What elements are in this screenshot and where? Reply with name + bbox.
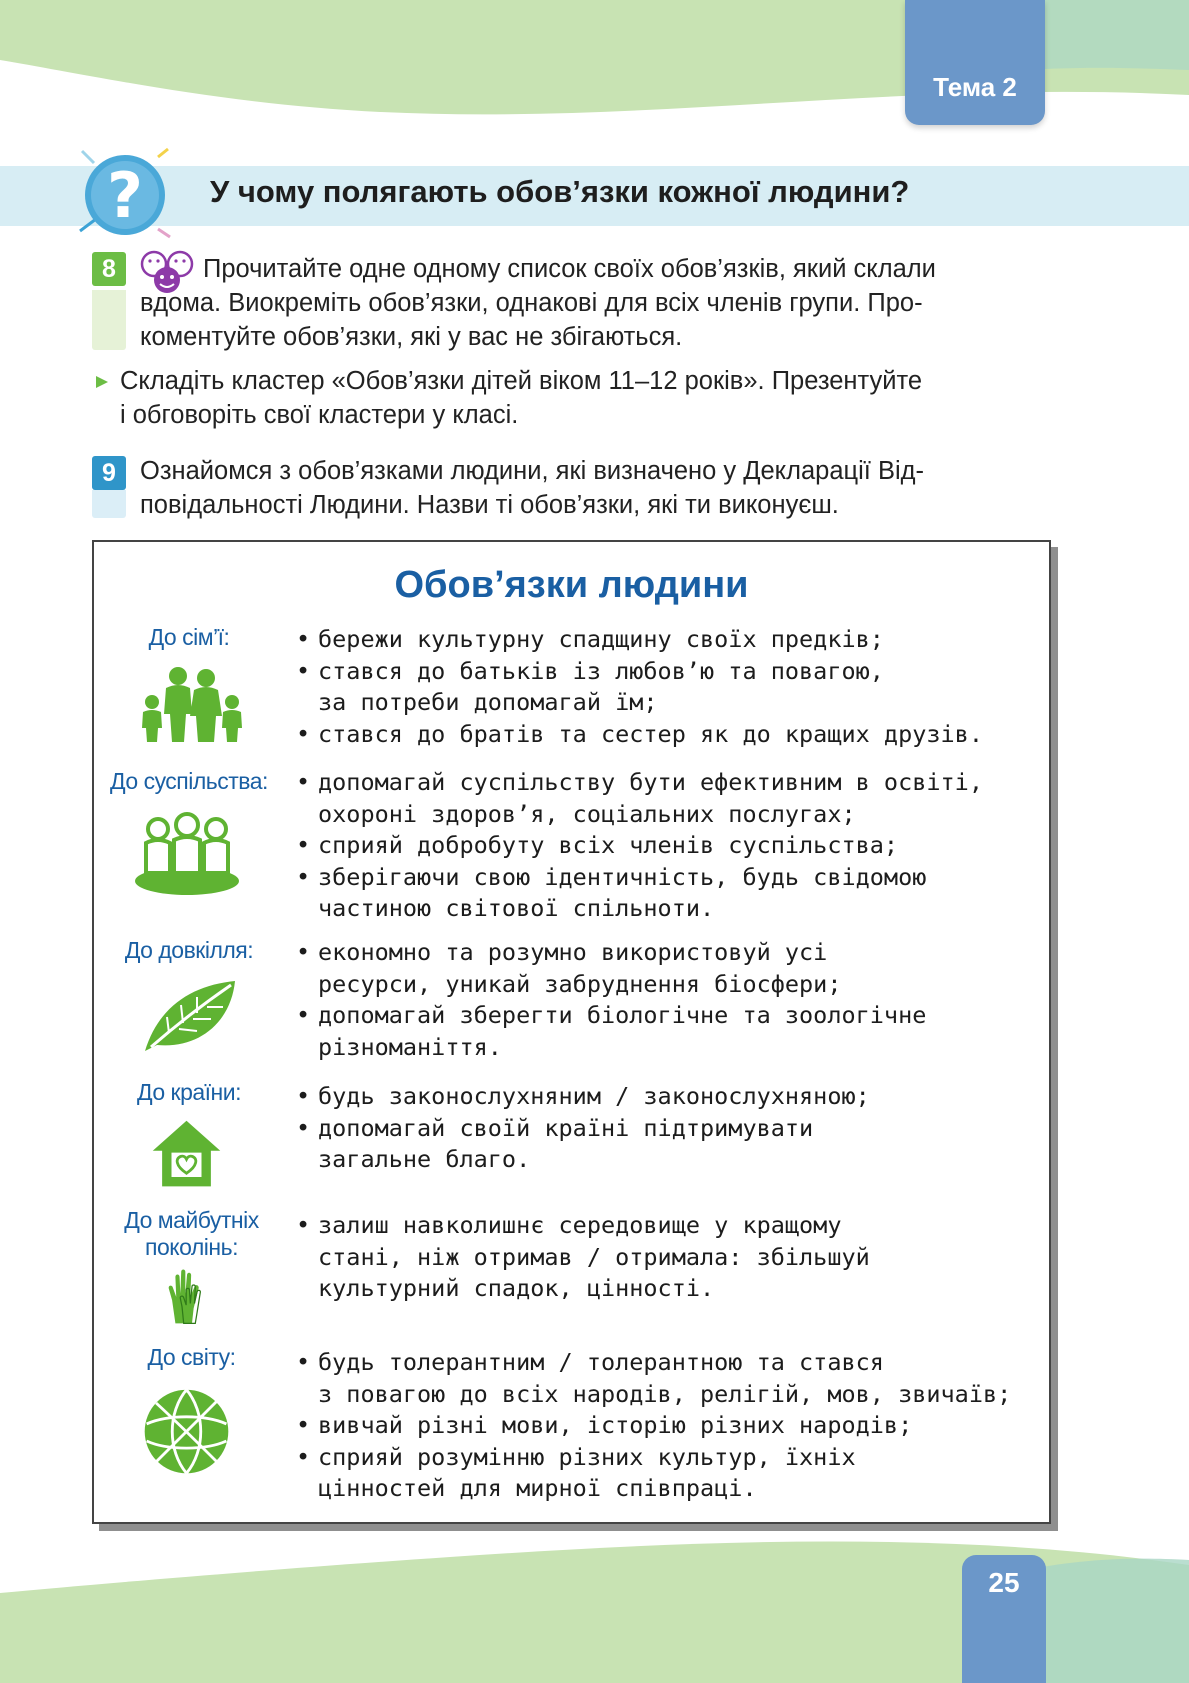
question-title: У чому полягають обов’язки кожної людини? bbox=[210, 174, 910, 209]
house-heart-icon bbox=[149, 1117, 224, 1192]
duty-item: • стався до батьків із любов’ю та повагою, за потреби допомагай їм; bbox=[294, 656, 1039, 719]
duties-box bbox=[92, 540, 1051, 1524]
category-society-duties bbox=[294, 767, 1039, 925]
category-family-label: До сім’ї: bbox=[148, 624, 230, 650]
task-8-line-3: коментуйте обов’язки, які у вас не збігаються. bbox=[140, 323, 683, 351]
page-number-tab bbox=[962, 1555, 1046, 1683]
community-icon bbox=[132, 807, 242, 897]
duty-item: • зберігаючи свою ідентичність, будь свідомою частиною світової спільноти. bbox=[294, 862, 1039, 925]
duty-item: • будь толерантним / толерантною та стався з повагою до всіх народів, релігій, мов, звичаїв; bbox=[294, 1347, 1039, 1410]
category-world-label: До світу: bbox=[147, 1344, 236, 1370]
question-mark-icon bbox=[70, 145, 180, 245]
duty-item: • бережи культурну спадщину своїх предків; bbox=[294, 624, 1039, 656]
duties-title: Обов’язки людини bbox=[394, 564, 749, 606]
hands-icon bbox=[162, 1267, 212, 1325]
duty-item: • економно та розумно використовуй усі ресурси, уникай забруднення біосфери; bbox=[294, 937, 1039, 1000]
duty-item: • допомагай суспільству бути ефективним в освіті, охороні здоров’я, соціальних послугах; bbox=[294, 767, 1039, 830]
task-8-badge-tail bbox=[92, 290, 126, 350]
task-8-text bbox=[140, 252, 1050, 354]
topic-label: Тема 2 bbox=[933, 72, 1017, 102]
duty-item: • сприяй добробуту всіх членів суспільства; bbox=[294, 830, 1039, 862]
topic-tab bbox=[905, 0, 1045, 125]
category-world-duties bbox=[294, 1347, 1039, 1505]
category-environment-label: До довкілля: bbox=[124, 937, 254, 963]
family-icon bbox=[136, 664, 246, 744]
duty-item: • вивчай різні мови, історію різних народів; bbox=[294, 1410, 1039, 1442]
task-9-text bbox=[140, 454, 1050, 522]
triangle-bullet-icon bbox=[94, 374, 110, 390]
category-country-label: До країни: bbox=[137, 1079, 241, 1105]
page-number: 25 bbox=[988, 1567, 1020, 1598]
svg-text:?: ? bbox=[107, 159, 143, 232]
duty-item: • стався до братів та сестер як до кращих друзів. bbox=[294, 719, 1039, 751]
category-family-duties bbox=[294, 624, 1039, 750]
task-8-line-1: Прочитайте одне одному список своїх обов’язків, який склали bbox=[203, 255, 936, 283]
duty-item: • допомагай зберегти біологічне та зоологічне різноманіття. bbox=[294, 1000, 1039, 1063]
category-country-duties bbox=[294, 1081, 1039, 1176]
task-8-subtask-line-1: Складіть кластер «Обов’язки дітей віком 11–12 років». Презентуйте bbox=[120, 367, 923, 395]
duty-item: • сприяй розумінню різних культур, їхніх цінностей для мирної співпраці. bbox=[294, 1442, 1039, 1505]
duty-item: • будь законослухняним / законослухняною; bbox=[294, 1081, 1039, 1113]
task-9-number: 9 bbox=[92, 456, 126, 490]
duty-item: • залиш навколишнє середовище у кращому стані, ніж отримав / отримала: збільшуй культурний спадок, цінності. bbox=[294, 1210, 1039, 1305]
category-environment-duties bbox=[294, 937, 1039, 1063]
task-9-line-1: Ознайомся з обов’язками людини, які визначено у Декларації Від- bbox=[140, 457, 925, 485]
task-9-badge-tail bbox=[92, 490, 126, 518]
category-future-duties bbox=[294, 1210, 1039, 1305]
category-society-label: До суспільства: bbox=[110, 768, 268, 794]
task-9-line-2: повідальності Людини. Назви ті обов’язки, які ти виконуєш. bbox=[140, 491, 839, 519]
task-8-subtask bbox=[120, 364, 1050, 432]
duty-item: • допомагай своїй країні підтримувати загальне благо. bbox=[294, 1113, 1039, 1176]
globe-icon bbox=[139, 1384, 234, 1479]
category-future-label: До майбутніх поколінь: bbox=[124, 1207, 259, 1260]
task-8-subtask-line-2: і обговоріть свої кластери у класі. bbox=[120, 401, 519, 429]
leaf-icon bbox=[139, 977, 239, 1057]
task-8-line-2: вдома. Виокреміть обов’язки, однакові для всіх членів групи. Про- bbox=[140, 289, 923, 317]
task-8-number: 8 bbox=[92, 252, 126, 286]
